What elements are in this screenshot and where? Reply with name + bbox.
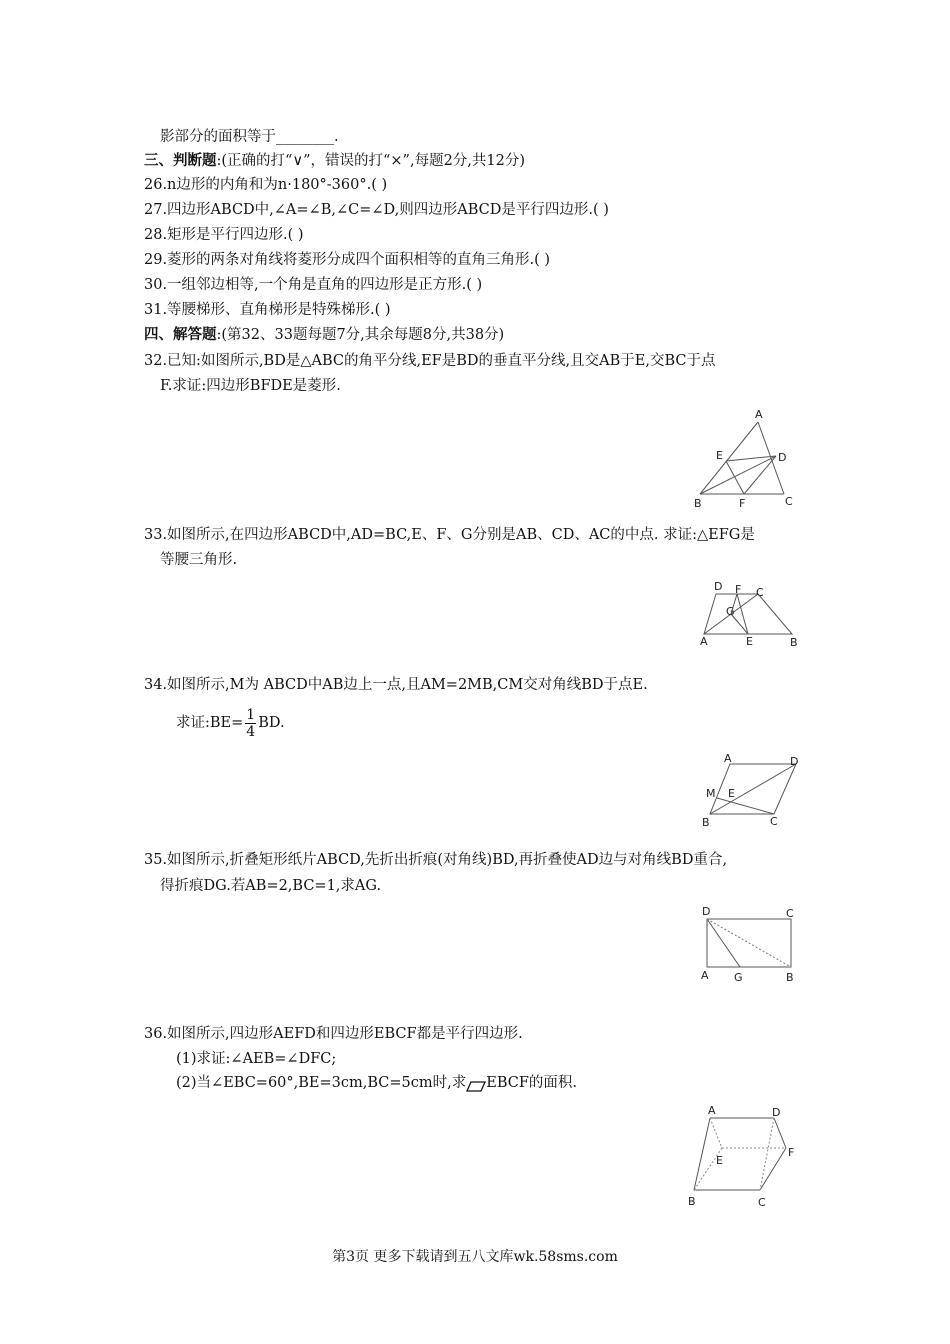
parallelogram-icon [466,1078,486,1089]
figure-33 [694,578,804,650]
label-M: M [706,787,716,800]
label-F: F [735,583,742,596]
question-30: 30.一组邻边相等,一个角是直角的四边形是正方形.( ) [144,277,483,293]
question-31: 31.等腰梯形、直角梯形是特殊梯形.( ) [144,302,391,318]
question-36-line2: (1)求证:∠AEB=∠DFC; [176,1051,337,1067]
question-34-line2 [176,703,285,743]
label-C: C [785,495,793,508]
label-E: E [728,787,735,800]
label-G: G [726,605,735,618]
question-26: 26.n边形的内角和为n·180°-360°.( ) [144,177,388,193]
label-D: D [702,905,711,918]
question-32-line1: 32.已知:如图所示,BD是△ABC的角平分线,EF是BD的垂直平分线,且交AB于E,交BC于点 [144,353,716,369]
question-27: 27.四边形ABCD中,∠A=∠B,∠C=∠D,则四边形ABCD是平行四边形.( ) [144,202,609,218]
page-footer: 第3页 更多下载请到五八文库wk.58sms.com [332,1249,618,1265]
label-A: A [701,969,709,982]
text: 求证:BE= [176,715,244,731]
question-28: 28.矩形是平行四边形.( ) [144,227,304,243]
label-D: D [778,451,787,464]
figure-34 [698,752,808,830]
figure-36 [682,1102,806,1214]
label-A: A [724,752,732,765]
section-desc: :(第32、33题每题7分,其余每题8分,共38分) [216,327,505,343]
question-29: 29.菱形的两条对角线将菱形分成四个面积相等的直角三角形.( ) [144,252,551,268]
label-E: E [716,1154,723,1167]
label-C: C [758,1196,766,1209]
label-E: E [746,635,753,648]
text: BD. [258,715,285,731]
question-34-line1: 34.如图所示,M为 ABCD中AB边上一点,且AM=2MB,CM交对角线BD于点E. [144,677,648,693]
label-B: B [694,497,702,510]
label-E: E [716,449,723,462]
section-4-heading [144,325,504,345]
question-36-line3 [176,1073,577,1093]
label-C: C [786,907,794,920]
text: EBCF的面积. [486,1075,578,1091]
label-B: B [702,816,710,829]
label-D: D [790,755,799,768]
label-B: B [790,636,798,649]
question-32-line2: F.求证:四边形BFDE是菱形. [160,378,341,394]
fraction [245,707,256,740]
figure-32 [688,404,808,512]
question-36-line1: 36.如图所示,四边形AEFD和四边形EBCF都是平行四边形. [144,1026,523,1042]
question-35-line2: 得折痕DG.若AB=2,BC=1,求AG. [160,878,382,894]
label-B: B [688,1195,696,1208]
label-A: A [708,1104,716,1117]
fraction-denominator: 4 [246,723,256,740]
section-desc: :(正确的打“∨”，错误的打“×”,每题2分,共12分) [216,153,526,169]
section-3-heading [144,151,525,171]
label-F: F [739,497,746,510]
label-F: F [788,1146,795,1159]
question-35-line1: 35.如图所示,折叠矩形纸片ABCD,先折出折痕(对角线)BD,再折叠使AD边与对角线BD重合, [144,852,728,868]
question-33-line1: 33.如图所示,在四边形ABCD中,AD=BC,E、F、G分别是AB、CD、AC的中点. 求证:△EFG是 [144,527,755,543]
text: (2)当∠EBC=60°,BE=3cm,BC=5cm时,求 [176,1075,467,1091]
question-33-line2: 等腰三角形. [160,552,238,568]
label-C: C [756,586,764,599]
label-A: A [700,635,708,648]
label-D: D [772,1106,781,1119]
section-title: 三、判断题 [144,152,217,169]
label-B: B [786,971,794,984]
label-A: A [755,408,763,421]
fraction-numerator: 1 [246,706,256,723]
section-title: 四、解答题 [144,326,217,343]
figure-35 [698,902,806,990]
label-G: G [734,971,743,984]
label-D: D [714,580,723,593]
label-C: C [770,815,778,828]
text-line: 影部分的面积等于________. [160,129,339,145]
